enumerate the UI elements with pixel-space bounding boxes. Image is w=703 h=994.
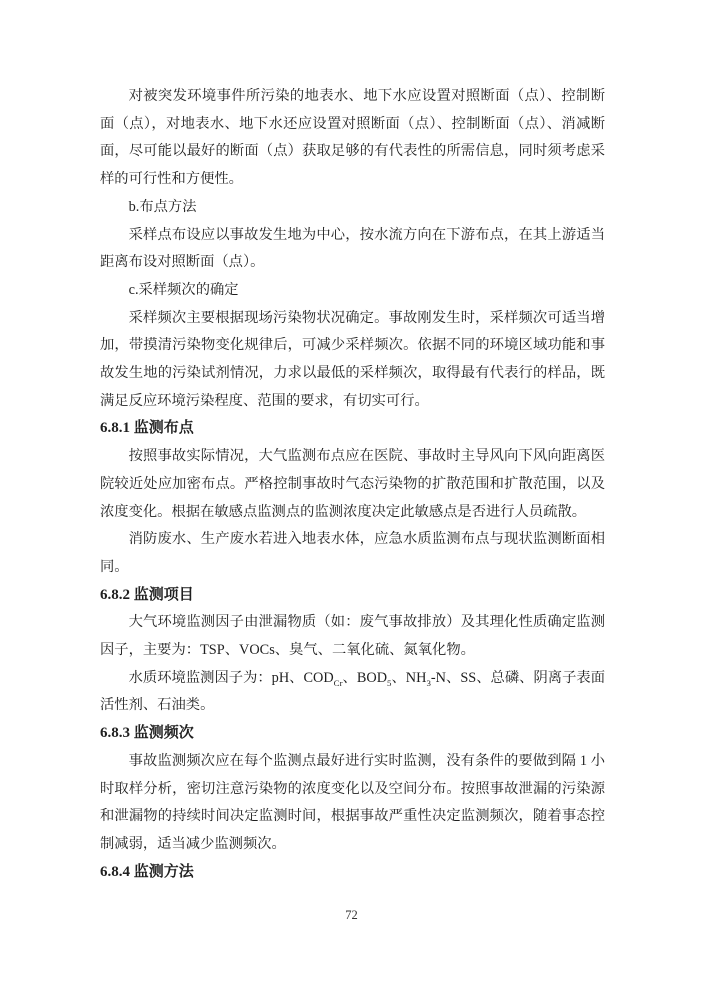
para-wastewater-monitoring: 消防废水、生产废水若进入地表水体，应急水质监测布点与现状监测断面相同。 (100, 531, 605, 575)
page-number: 72 (345, 908, 358, 922)
heading-683-monitoring-frequency: 6.8.3 监测频次 (100, 725, 194, 742)
heading-681-monitoring-points: 6.8.1 监测布点 (100, 420, 194, 437)
para-accident-monitoring-frequency: 事故监测频次应在每个监测点最好进行实时监测，没有条件的要做到隔 1 小时取样分析，密切注意污染物的浓度变化以及空间分布。按照事故泄漏的污染源和泄漏物的持续时间决定监测时间，根据事故严重性决定监测频次，随着事态控制减弱，适当减少监测频次。 (100, 752, 605, 852)
para-sampling-frequency-detail: 采样频次主要根据现场污染物状况确定。事故刚发生时，采样频次可适当增加，带摸清污染物变化规律后，可减少采样频次。依据不同的环境区域功能和事故发生地的污染试剂情况，力求以最低的采样频次，取得最有代表行的样品，既满足反应环境污染程度、范围的要求，有切实可行。 (100, 309, 605, 409)
para-sampling-point-layout: 采样点布设应以事故发生地为中心，按水流方向在下游布点，在其上游适当距离布设对照断面（点）。 (100, 226, 605, 271)
document-body (100, 83, 605, 886)
para-water-monitoring-factors: 水质环境监测因子为：pH、$COD_{Cr}$、$BOD_5$、$NH_3-N$、SS、总磷、阴离子表面活性剂、石油类。 (100, 669, 605, 714)
heading-682-monitoring-items: 6.8.2 监测项目 (100, 586, 194, 603)
para-water-sections: 对被突发环境事件所污染的地表水、地下水应设置对照断面（点）、控制断面（点），对地表水、地下水还应设置对照断面（点）、控制断面（点）、消减断面，尽可能以最好的断面（点）获取足够的有代表性的所需信息，同时须考虑采样的可行性和方便性。 (100, 88, 605, 188)
item-b-layout-method: b.布点方法 (128, 198, 197, 215)
heading-684-monitoring-method: 6.8.4 监测方法 (100, 863, 194, 880)
item-c-sampling-frequency: c.采样频次的确定 (128, 281, 239, 298)
para-air-monitoring-factors: 大气环境监测因子由泄漏物质（如：废气事故排放）及其理化性质确定监测因子，主要为：TSP、VOCs、臭气、二氧化硫、氮氧化物。 (100, 614, 605, 659)
para-air-monitoring-points: 按照事故实际情况，大气监测布点应在医院、事故时主导风向下风向距离医院较近处应加密布点。严格控制事故时气态污染物的扩散范围和扩散范围，以及浓度变化。根据在敏感点监测点的监测浓度决定此敏感点是否进行人员疏散。 (100, 448, 605, 520)
